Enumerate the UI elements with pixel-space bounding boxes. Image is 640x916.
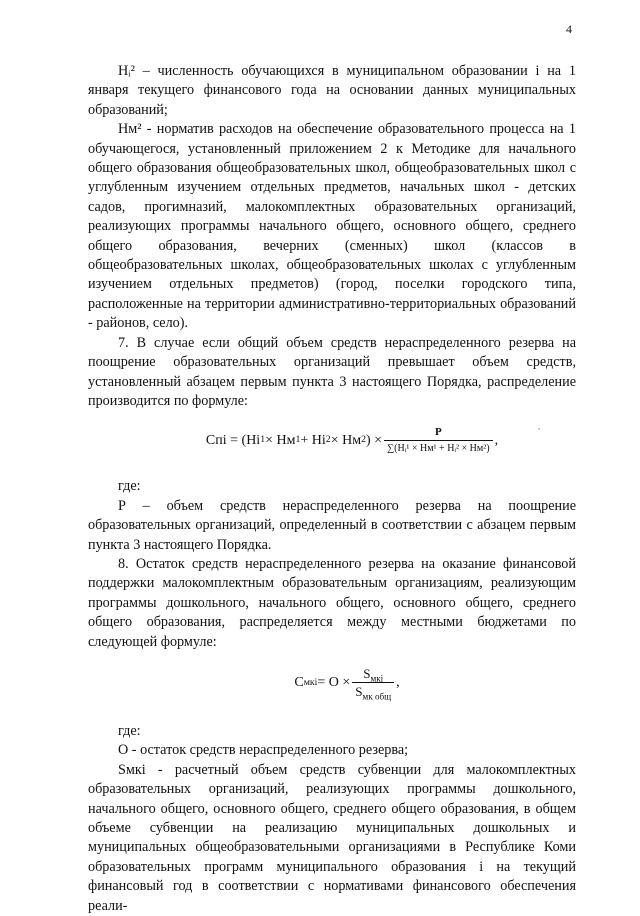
formula-cpi-times-1: × Нм bbox=[265, 432, 296, 448]
page-number: 4 bbox=[566, 22, 572, 36]
formula-cmki-lhs: C bbox=[294, 675, 304, 691]
paragraph-o-definition: О - остаток средств нераспределенного резерва; bbox=[118, 742, 409, 759]
formula-cpi-denominator: ∑(Нᵢ¹ × Нм¹ + Нᵢ² × Нм²) bbox=[384, 440, 493, 455]
formula-cpi-close: ) × bbox=[365, 432, 383, 448]
where-label-1: где: bbox=[118, 478, 141, 495]
formula-cmki-fraction bbox=[352, 666, 394, 703]
formula-cpi-fraction bbox=[384, 426, 493, 455]
where-label-2: где: bbox=[118, 722, 141, 739]
formula-cmki-num: S bbox=[363, 666, 371, 682]
paragraph-hm2-definition: Нм² - норматив расходов на обеспечение образовательного процесса на 1 обучающегося, установленный приложением 2 к Методике для начального общего образования общеобразовательных школ, общеобразовательных школ с углубленным изучением отдельных предметов, начальных школ - детских садов, прогимназий, малокомплектных образовательных организаций, реализующих программы начального общего, основного общего, среднего общего образования, вечерних (сменных) школ (классов в общеобразовательных школах, общеобразовательных школах с углубленным изучением отдельных предметов) (город, поселки городского типа, расположенные на территории административно-территориальных образований - районов, село). bbox=[88, 121, 576, 332]
formula-cpi-numerator: P bbox=[434, 425, 442, 438]
formula-cmki: C мкi = О × $\frac{S_{мкi}}{S_{мк общ}}$ , bbox=[294, 666, 400, 703]
formula-cmki-den: S bbox=[355, 684, 363, 700]
formula-cpi-plus: + Нi bbox=[300, 432, 326, 448]
formula-cmki-tail: , bbox=[396, 675, 400, 691]
paragraph-p-definition: Р – объем средств нераспределенного резерва на поощрение образовательных организаций, определенный в соответствии с абзацем первым пункта 3 настоящего Порядка. bbox=[88, 497, 576, 553]
paragraph-item-8: 8. Остаток средств нераспределенного резерва на оказание финансовой поддержки малокомплектным образовательным организациям, реализующим программы дошкольного, начального общего, основного общего, среднего общего образования, распределяется между местными бюджетами по следующей формуле: bbox=[88, 555, 576, 650]
formula-cmki-num-sub: мкi bbox=[370, 674, 384, 685]
formula-cpi-times-2: × Нм bbox=[330, 432, 362, 448]
formula-cpi-lhs: Cпi = (Нi bbox=[205, 432, 261, 448]
paragraph-h2-definition: Нᵢ² – численность обучающихся в муниципальном образовании i на 1 января текущего финансового года на основании данных муниципальных образований; bbox=[88, 63, 576, 118]
document-body bbox=[88, 62, 576, 916]
paragraph-item-7: 7. В случае если общий объем средств нераспределенного резерва на поощрение образовательных организаций превышает объем средств, установленный абзацем первым пункта 3 настоящего Порядка, распределение производится по формуле: bbox=[88, 334, 576, 409]
formula-cmki-den-sub: мк общ bbox=[362, 692, 392, 703]
scan-artifact bbox=[538, 428, 540, 430]
formula-cmki-eq: = О × bbox=[317, 675, 351, 691]
formula-cpi-tail: , bbox=[494, 432, 499, 448]
paragraph-smki-definition: Sмкi - расчетный объем средств субвенции для малокомплектных образовательных организаций, реализующих программы дошкольного, начального общего, основного общего, среднего общего образования, в общем объеме субвенции на реализацию муниципальных дошкольных и муниципальных общеобразовательными организациями в Республике Коми образовательных программ муниципального образования i на текущий финансовый год в соответствии с нормативами финансового обеспечения реали- bbox=[88, 761, 576, 914]
formula-cpi: Cпi = (Нi 1 × Нм 1 + Нi 2 × Нм 2 ) × $\frac{P}{\text{∑(Нᵢ¹ × Нм¹ + Нᵢ² × Нм²)}}$ , bbox=[205, 425, 499, 454]
